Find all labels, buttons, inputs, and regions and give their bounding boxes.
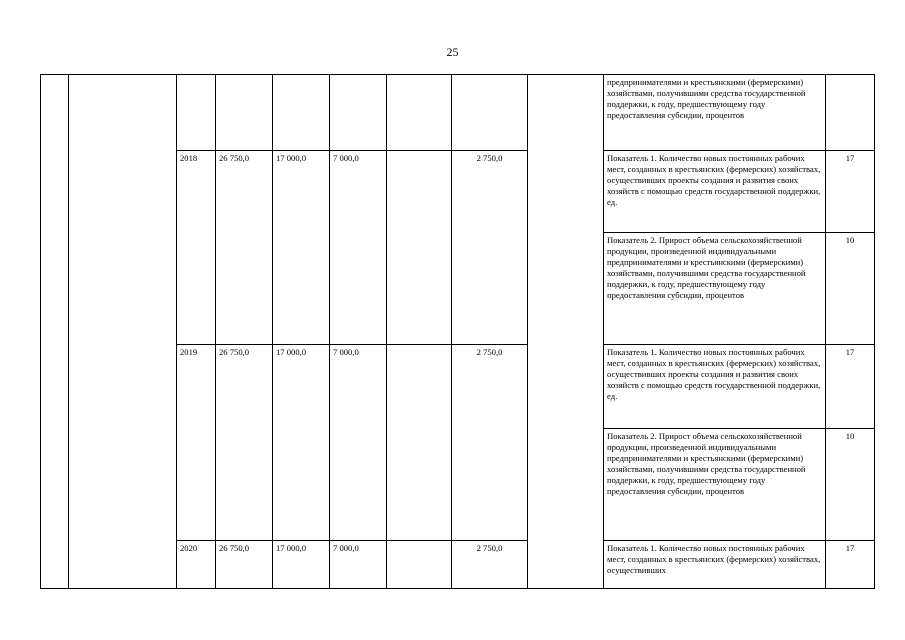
empty-cell xyxy=(177,75,216,151)
program-table xyxy=(40,74,875,589)
empty-cell xyxy=(528,75,604,589)
indicator-value: 17 xyxy=(826,151,875,233)
empty-cell xyxy=(330,75,387,151)
indicator-value: 17 xyxy=(826,541,875,589)
empty-cell xyxy=(273,75,330,151)
indicator-text: предпринимателями и крестьянскими (фермерскими) хозяйствами, получившими средства государственной поддержки, к году, предшествующему году предоставления субсидии, процентов xyxy=(604,75,826,151)
amount-cell: 2 750,0 xyxy=(452,345,528,541)
indicator-text: Показатель 2. Прирост объема сельскохозяйственной продукции, произведенной индивидуальными предпринимателями и крестьянскими (фермерскими) хозяйствами, получившими средства государственной поддержки, к году, предшествующему году предоставления субсидии, процентов xyxy=(604,233,826,345)
amount-cell: 7 000,0 xyxy=(330,541,387,589)
year-cell: 2018 xyxy=(177,151,216,345)
year-cell: 2020 xyxy=(177,541,216,589)
amount-cell: 7 000,0 xyxy=(330,345,387,541)
empty-cell xyxy=(452,75,528,151)
amount-cell xyxy=(387,541,452,589)
amount-cell xyxy=(387,151,452,345)
page-number: 25 xyxy=(446,45,459,59)
empty-cell xyxy=(826,75,875,151)
empty-cell xyxy=(216,75,273,151)
indicator-value: 10 xyxy=(826,429,875,541)
indicator-text: Показатель 1. Количество новых постоянных рабочих мест, созданных в крестьянских (фермерских) хозяйствах, осуществивших проекты создания и развития своих хозяйств с помощью средств государственной поддержки, ед. xyxy=(604,345,826,429)
year-cell: 2019 xyxy=(177,345,216,541)
empty-cell xyxy=(387,75,452,151)
amount-cell xyxy=(387,345,452,541)
indicator-text: Показатель 1. Количество новых постоянных рабочих мест, созданных в крестьянских (фермерских) хозяйствах, осуществивших проекты создания и развития своих хозяйств с помощью средств государственной поддержки, ед. xyxy=(604,151,826,233)
empty-cell xyxy=(41,75,69,589)
amount-cell: 17 000,0 xyxy=(273,541,330,589)
amount-cell: 7 000,0 xyxy=(330,151,387,345)
table-row xyxy=(41,75,875,151)
empty-cell xyxy=(69,75,177,589)
amount-cell: 2 750,0 xyxy=(452,541,528,589)
amount-cell: 2 750,0 xyxy=(452,151,528,345)
amount-cell: 17 000,0 xyxy=(273,345,330,541)
indicator-text: Показатель 1. Количество новых постоянных рабочих мест, созданных в крестьянских (фермерских) хозяйствах, осуществивших xyxy=(604,541,826,589)
total-cell: 26 750,0 xyxy=(216,541,273,589)
total-cell: 26 750,0 xyxy=(216,151,273,345)
total-cell: 26 750,0 xyxy=(216,345,273,541)
indicator-text: Показатель 2. Прирост объема сельскохозяйственной продукции, произведенной индивидуальными предпринимателями и крестьянскими (фермерскими) хозяйствами, получившими средства государственной поддержки, к году, предшествующему году предоставления субсидии, процентов xyxy=(604,429,826,541)
amount-cell: 17 000,0 xyxy=(273,151,330,345)
indicator-value: 17 xyxy=(826,345,875,429)
indicator-value: 10 xyxy=(826,233,875,345)
